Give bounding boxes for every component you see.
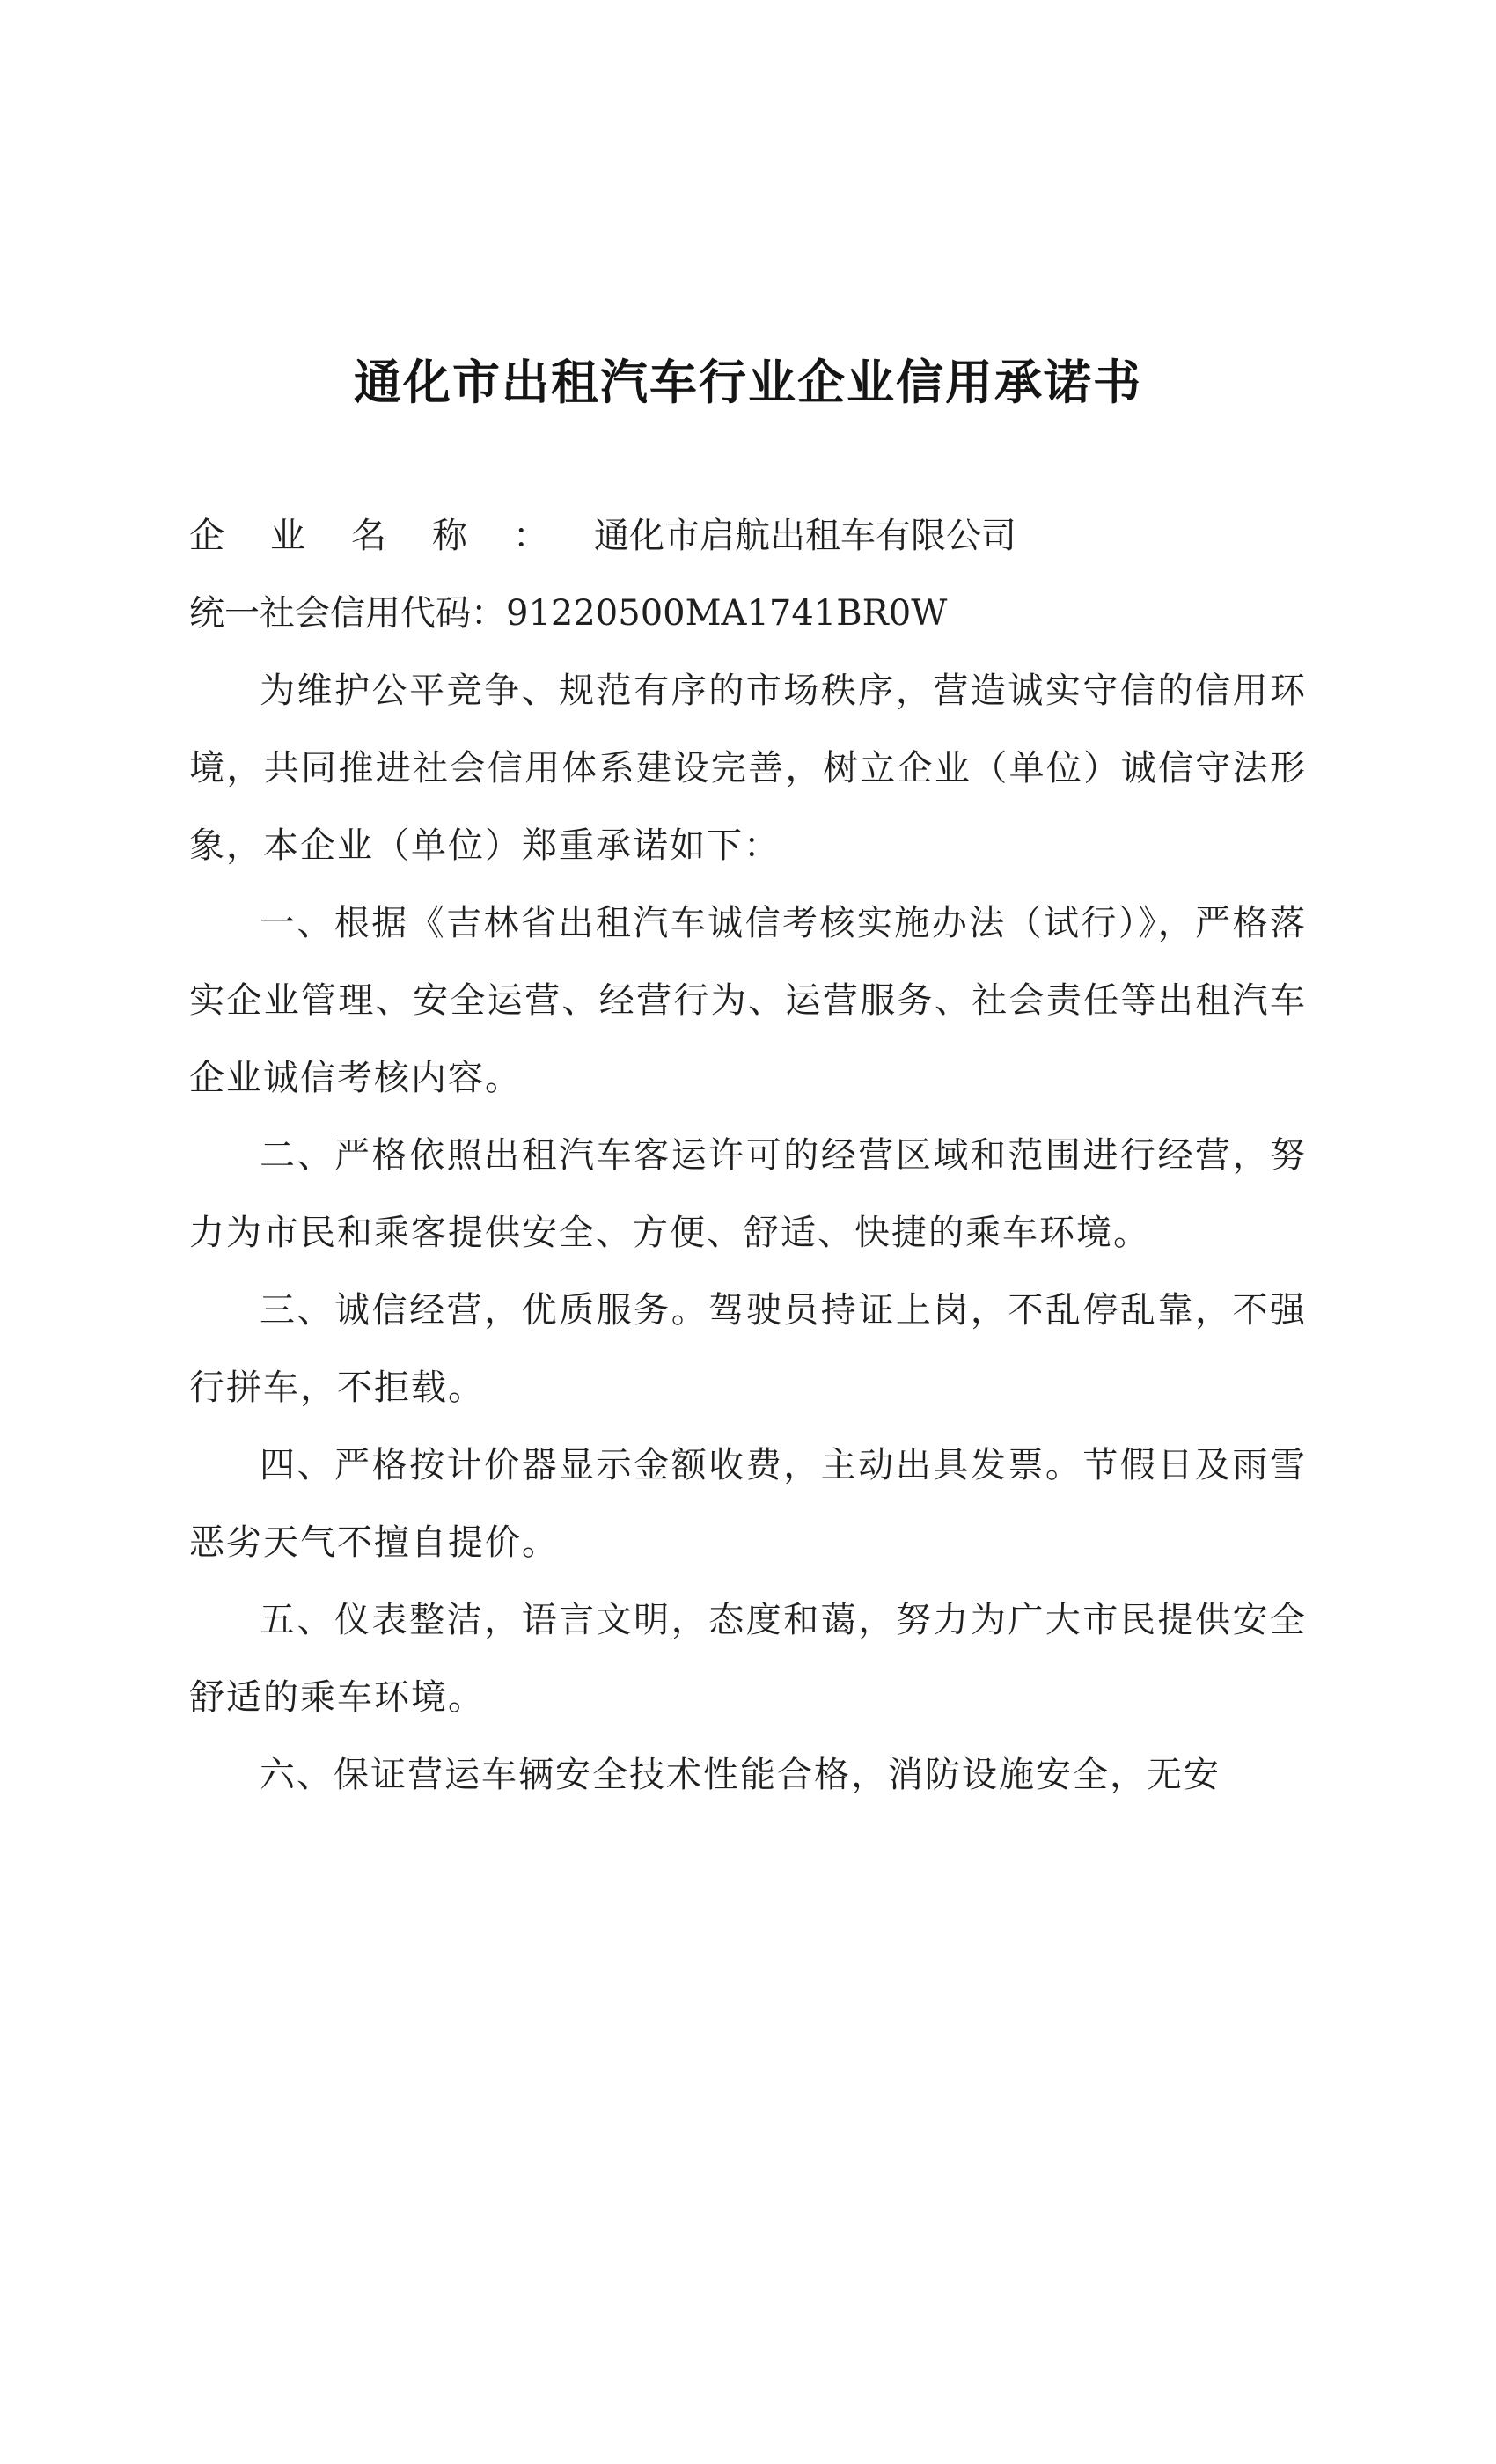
commitment-item-3: 三、诚信经营，优质服务。驾驶员持证上岗，不乱停乱靠，不强行拼车，不拒载。: [189, 1290, 1307, 1408]
document-body: [189, 497, 1307, 1814]
enterprise-name-label: 企业名称：: [189, 516, 594, 556]
intro-paragraph: 为维护公平竞争、规范有序的市场秩序，营造诚实守信的信用环境，共同推进社会信用体系建设完善，树立企业（单位）诚信守法形象，本企业（单位）郑重承诺如下：: [189, 671, 1307, 866]
credit-code-line: [189, 575, 1307, 652]
commitment-item-5: 五、仪表整洁，语言文明，态度和蔼，努力为广大市民提供安全舒适的乘车环境。: [189, 1600, 1307, 1718]
enterprise-name-line: [189, 497, 1307, 575]
credit-code-label: 统一社会信用代码：: [189, 593, 506, 634]
commitment-item-4: 四、严格按计价器显示金额收费，主动出具发票。节假日及雨雪恶劣天气不擅自提价。: [189, 1445, 1307, 1563]
commitment-item-2: 二、严格依照出租汽车客运许可的经营区域和范围进行经营，努力为市民和乘客提供安全、方便、舒适、快捷的乘车环境。: [189, 1135, 1307, 1253]
commitment-item-1: 一、根据《吉林省出租汽车诚信考核实施办法（试行）》，严格落实企业管理、安全运营、经营行为、运营服务、社会责任等出租汽车企业诚信考核内容。: [189, 903, 1307, 1098]
document-title: 通化市出租汽车行业企业信用承诺书: [354, 355, 1142, 410]
credit-code-value: 91220500MA1741BR0W: [506, 593, 948, 634]
enterprise-name-value: 通化市启航出租车有限公司: [594, 516, 1016, 556]
commitment-item-6: 六、保证营运车辆安全技术性能合格，消防设施安全，无安: [260, 1755, 1221, 1795]
